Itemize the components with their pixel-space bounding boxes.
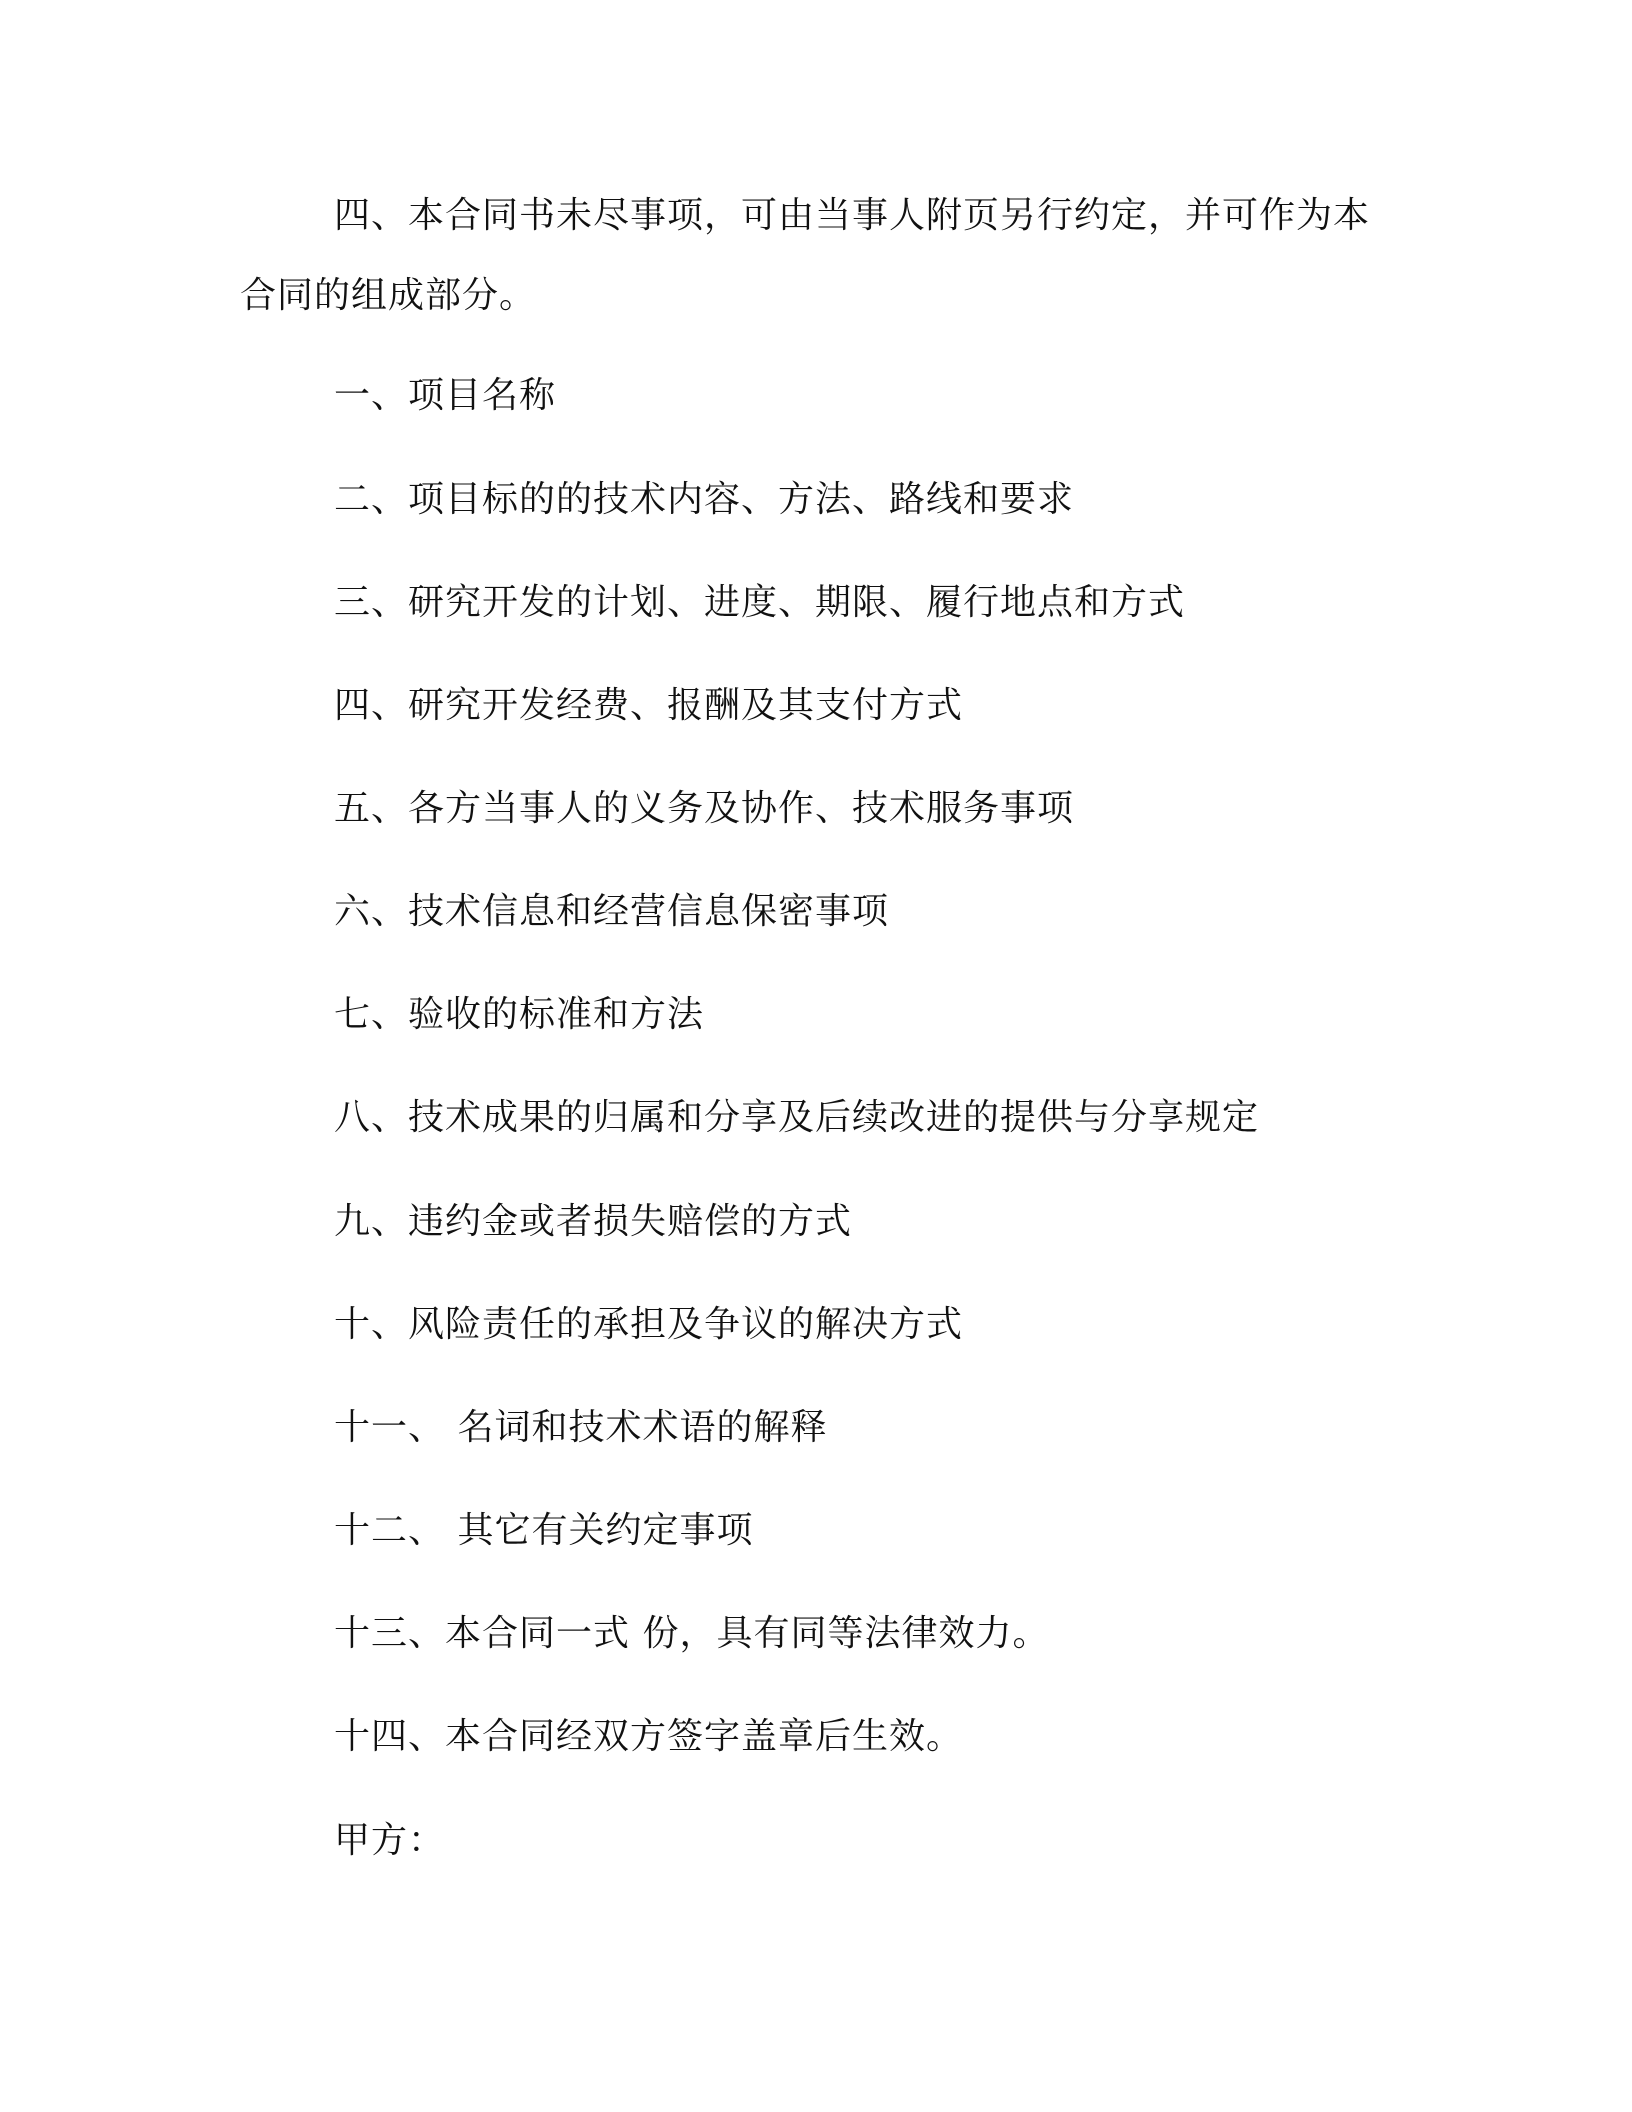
item-technical-content: 二、项目标的的技术内容、方法、路线和要求 bbox=[334, 479, 1075, 520]
item-effective-condition: 十四、本合同经双方签字盖章后生效。 bbox=[334, 1716, 964, 1757]
item-risk-disputes: 十、风险责任的承担及争议的解决方式 bbox=[334, 1304, 964, 1345]
party-a-label: 甲方： bbox=[334, 1820, 446, 1861]
item-other-matters: 十二、 其它有关约定事项 bbox=[334, 1510, 754, 1551]
item-copies-validity: 十三、本合同一式 份，具有同等法律效力。 bbox=[334, 1613, 1050, 1654]
item-research-plan: 三、研究开发的计划、进度、期限、履行地点和方式 bbox=[334, 582, 1186, 623]
intro-paragraph: 四、本合同书未尽事项，可由当事人附页另行约定，并可作为本合同的组成部分。 bbox=[240, 195, 1371, 316]
item-project-name: 一、项目名称 bbox=[334, 375, 557, 416]
item-acceptance-standards: 七、验收的标准和方法 bbox=[334, 994, 705, 1035]
item-confidentiality: 六、技术信息和经营信息保密事项 bbox=[334, 891, 890, 932]
item-funding-payment: 四、研究开发经费、报酬及其支付方式 bbox=[334, 685, 964, 726]
item-results-ownership: 八、技术成果的归属和分享及后续改进的提供与分享规定 bbox=[334, 1097, 1260, 1138]
item-penalty-compensation: 九、违约金或者损失赔偿的方式 bbox=[334, 1201, 853, 1242]
item-party-obligations: 五、各方当事人的义务及协作、技术服务事项 bbox=[334, 788, 1075, 829]
item-terms-explanation: 十一、 名词和技术术语的解释 bbox=[334, 1407, 828, 1448]
